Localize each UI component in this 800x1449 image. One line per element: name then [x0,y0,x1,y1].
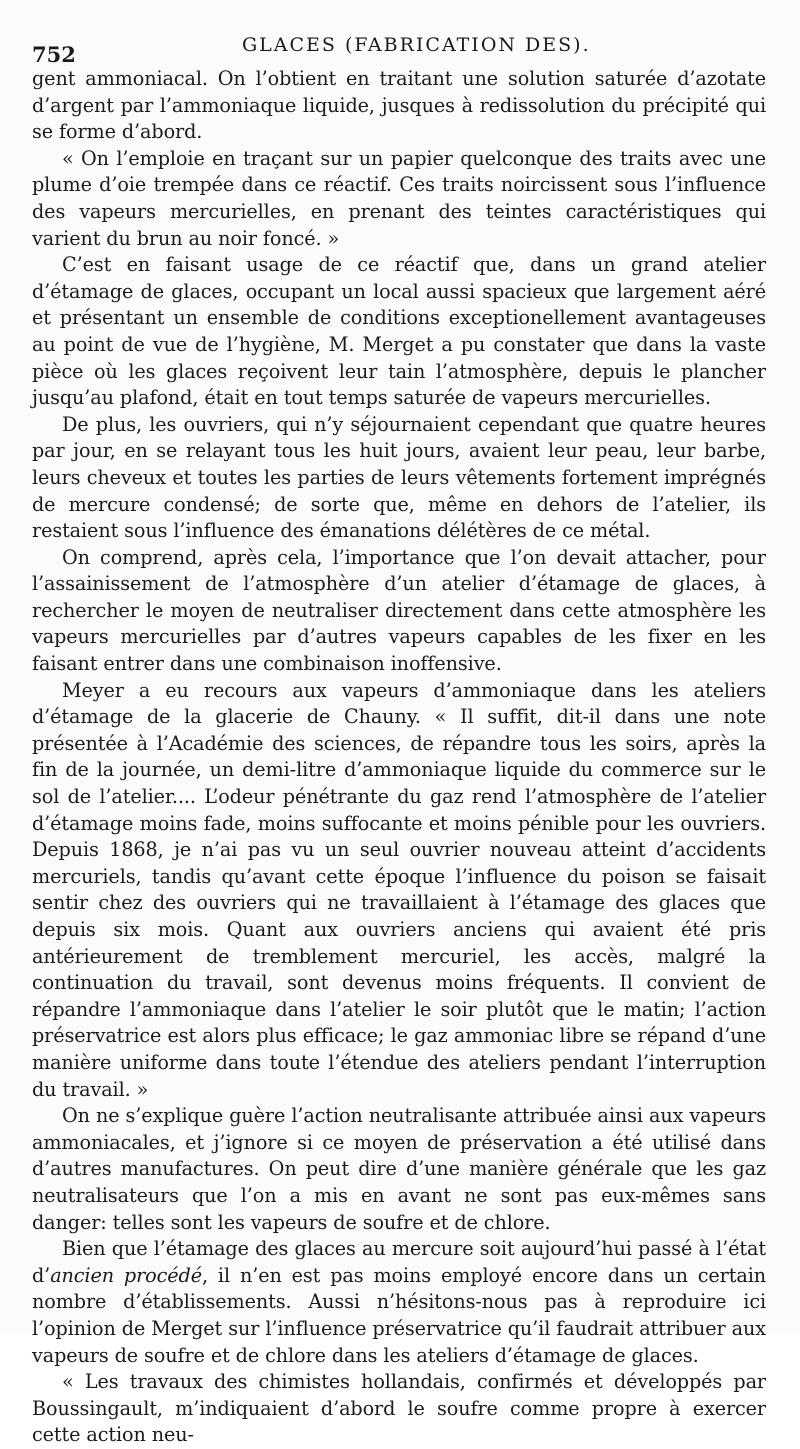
paragraph-1: gent ammoniacal. On l’obtient en traitant une solution saturée d’azotate d’argent par l’ammoniaque liquide, jusques à redissolution du précipité qui se forme d’abord. [32,67,766,144]
paragraph-8 [32,1236,766,1369]
paragraph-9: « Les travaux des chimistes hollandais, confirmés et développés par Boussingault, m’indiquaient d’abord le soufre comme propre à exercer cette action neu- [32,1370,766,1447]
paragraph-2: « On l’emploie en traçant sur un papier quelconque des traits avec une plume d’oie trempée dans ce réactif. Ces traits noircissent sous l’influence des vapeurs mercurielles, en prenant des teintes caractéristiques qui varient du brun au noir foncé. » [32,146,766,250]
paragraph-8-italic: ancien procédé [50,1263,202,1287]
paragraph-7: On ne s’explique guère l’action neutralisante attribuée ainsi aux vapeurs ammoniacales, et j’ignore si ce moyen de préservation a été utilisé dans d’autres manufactures. On peut dire d’une manière générale que les gaz neutralisateurs que l’on a mis en avant ne sont pas eux-mêmes sans danger: telles sont les vapeurs de soufre et de chlore. [32,1104,766,1234]
paragraph-8-after: , il n’en est pas moins employé encore dans un certain nombre d’établissements. Aussi n’hésitons-nous pas à reproduire ici l’opinion de Merget sur l’influence préservatrice qu’il faudrait attribuer aux vapeurs de soufre et de chlore dans les ateliers d’étamage de glaces. [32,1263,767,1367]
body-text [32,66,766,1449]
page-header [32,28,766,66]
running-head: GLACES (FABRICATION DES). [242,34,591,56]
paragraph-5: On comprend, après cela, l’importance que l’on devait attacher, pour l’assainissement de l’atmosphère d’un atelier d’étamage de glaces, à rechercher le moyen de neutraliser directement dans cette atmosphère les vapeurs mercurielles par d’autres vapeurs capables de les fixer en les faisant entrer dans une combinaison inoffensive. [32,545,766,676]
paragraph-4: De plus, les ouvriers, qui n’y séjournaient cependant que quatre heures par jour, en se relayant tous les huit jours, avaient leur peau, leur barbe, leurs cheveux et toutes les parties de leurs vêtements fortement imprégnés de mercure condensé; de sorte que, même en dehors de l’atelier, ils restaient sous l’influence des émanations délétères de ce métal. [32,412,766,543]
paragraph-3: C’est en faisant usage de ce réactif que, dans un grand atelier d’étamage de glaces, occupant un local aussi spacieux que largement aéré et présentant un ensemble de conditions exceptionellement avantageuses au point de vue de l’hygiène, M. Merget a pu constater que dans la vaste pièce où les glaces reçoivent leur tain l’atmosphère, depuis le plancher jusqu’au plafond, était en tout temps saturée de vapeurs mercurielles. [32,253,766,410]
paragraph-8-before: Bien que l’étamage des glaces au mercure soit aujourd’hui passé à l’état d’ [32,1237,766,1287]
page-number: 752 [32,42,76,67]
paragraph-6: Meyer a eu recours aux vapeurs d’ammoniaque dans les ateliers d’étamage de la glacerie de Chauny. « Il suffit, dit-il dans une note présentée à l’Académie des sciences, de répandre tous les soirs, après la fin de la journée, un demi-litre d’ammoniaque liquide du commerce sur le sol de l’atelier.... L’odeur pénétrante du gaz rend l’atmosphère de l’atelier d’étamage moins fade, moins suffocante et moins pénible pour les ouvriers. Depuis 1868, je n’ai pas vu un seul ouvrier nouveau atteint d’accidents mercuriels, tandis qu’avant cette époque l’influence du poison se faisait sentir chez des ouvriers qui ne travaillaient à l’étamage des glaces que depuis six mois. Quant aux ouvriers anciens qui avaient été pris antérieurement de tremblement mercuriel, les accès, malgré la continuation du travail, sont devenus moins fréquents. Il convient de répandre l’ammoniaque dans l’atelier le soir plutôt que le matin; l’action préservatrice est alors plus efficace; le gaz ammoniac libre se répand d’une manière uniforme dans toute l’étendue des ateliers pendant l’interruption du travail. » [32,678,766,1101]
